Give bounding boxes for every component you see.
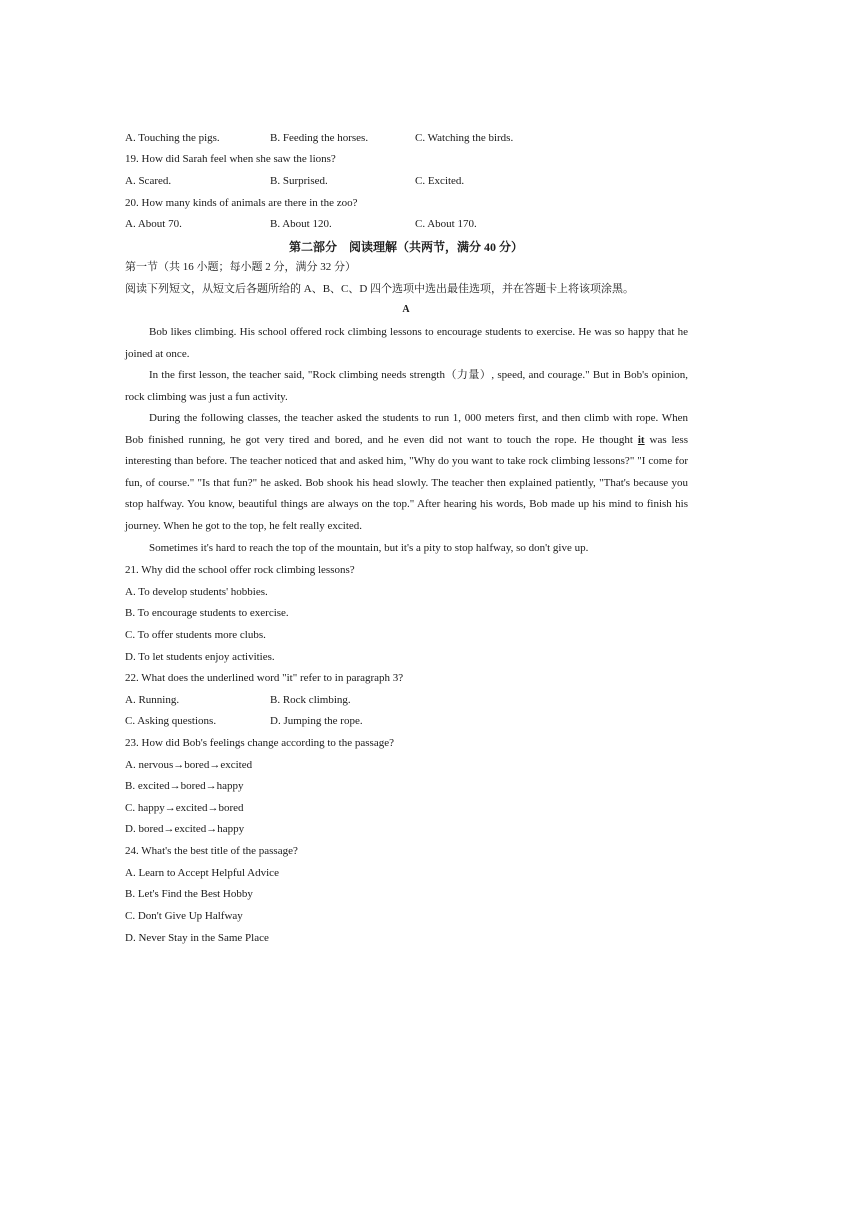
q22-option-d: D. Jumping the rope.	[270, 715, 363, 727]
passage-paragraph-2: In the first lesson, the teacher said, "Rock climbing needs strength（力量）, speed, and courage." But in Bob's opinion, rock climbing was just a fun activity.	[125, 369, 688, 403]
q21-question: 21. Why did the school offer rock climbing lessons?	[125, 564, 355, 576]
q22-option-b: B. Rock climbing.	[270, 694, 351, 706]
q21-option-a: A. To develop students' hobbies.	[125, 586, 268, 598]
q22-option-c: C. Asking questions.	[125, 715, 217, 727]
q23-option-c: C. happy→excited→bored	[125, 802, 244, 814]
q20-option-a: A. About 70.	[125, 218, 182, 230]
instruction: 阅读下列短文，从短文后各题所给的 A、B、C、D 四个选项中选出最佳选项，并在答题卡上将该项涂黑。	[125, 283, 635, 295]
q24-question: 24. What's the best title of the passage?	[125, 845, 298, 857]
q21-option-b: B. To encourage students to exercise.	[125, 607, 289, 619]
q23-option-a: A. nervous→bored→excited	[125, 759, 253, 771]
q23-option-d: D. bored→excited→happy	[125, 823, 245, 835]
paragraph-3-part-b: was less interesting than before. The teacher noticed that and asked him, "Why do you want to take rock climbing lessons?" "I come for fun, of course." "Is that fun?" he asked. Bob shook his head slowly. The teacher then explained patiently, "That's because you stop halfway. You know, beautiful things are always on the top." After hearing his words, Bob made up his mind to finish his journey. When he got to the top, he felt really excited.	[125, 433, 688, 532]
part2-title: 第二部分 阅读理解（共两节，满分 40 分）	[288, 240, 523, 254]
q18-option-a: A. Touching the pigs.	[125, 132, 220, 144]
q19-option-b: B. Surprised.	[270, 175, 328, 187]
section1-heading: 第一节（共 16 小题；每小题 2 分，满分 32 分）	[125, 261, 356, 273]
q21-option-c: C. To offer students more clubs.	[125, 629, 266, 641]
passage-paragraph-1: Bob likes climbing. His school offered rock climbing lessons to encourage students to exercise. He was so happy that he joined at once.	[125, 326, 688, 360]
q20-option-c: C. About 170.	[415, 218, 477, 230]
q20-option-b: B. About 120.	[270, 218, 332, 230]
q19-option-a: A. Scared.	[125, 175, 172, 187]
q19-question: 19. How did Sarah feel when she saw the lions?	[125, 153, 336, 165]
q22-question: 22. What does the underlined word "it" refer to in paragraph 3?	[125, 672, 404, 684]
q22-option-a: A. Running.	[125, 694, 180, 706]
underlined-word-it: it	[637, 433, 645, 446]
q20-question: 20. How many kinds of animals are there in the zoo?	[125, 197, 358, 209]
q24-option-c: C. Don't Give Up Halfway	[125, 910, 243, 922]
passage-paragraph-4: Sometimes it's hard to reach the top of the mountain, but it's a pity to stop halfway, so don't give up.	[149, 542, 589, 554]
q21-option-d: D. To let students enjoy activities.	[125, 651, 275, 663]
passage-label: A	[402, 304, 410, 315]
q18-option-b: B. Feeding the horses.	[270, 132, 369, 144]
q24-option-b: B. Let's Find the Best Hobby	[125, 888, 253, 900]
q18-option-c: C. Watching the birds.	[415, 132, 514, 144]
q23-question: 23. How did Bob's feelings change according to the passage?	[125, 737, 394, 749]
q19-option-c: C. Excited.	[415, 175, 465, 187]
paragraph-3-part-a: During the following classes, the teacher asked the students to run 1, 000 meters first, and then climb with rope. When Bob finished running, he got very tired and bored, and he even did not want to touch the rope. He thought	[125, 412, 688, 446]
q24-option-d: D. Never Stay in the Same Place	[125, 932, 269, 944]
q23-option-b: B. excited→bored→happy	[125, 780, 244, 792]
q24-option-a: A. Learn to Accept Helpful Advice	[125, 867, 279, 879]
passage-paragraph-3	[125, 408, 688, 538]
